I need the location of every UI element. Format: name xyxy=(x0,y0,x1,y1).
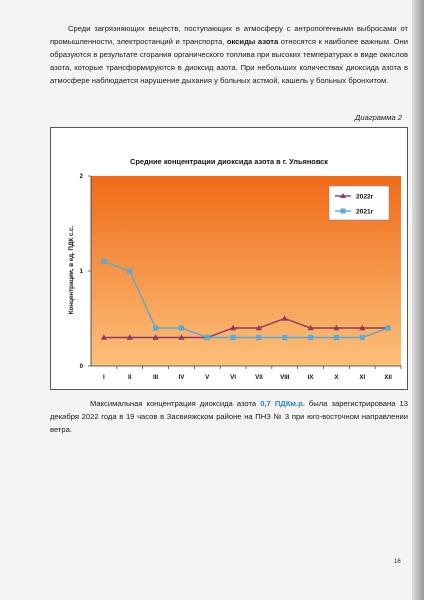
page-number: 16 xyxy=(394,559,401,565)
point-square xyxy=(127,268,132,273)
point-square xyxy=(205,335,210,340)
x-tick-label: VIII xyxy=(280,374,290,381)
chart-frame xyxy=(50,127,408,390)
y-axis-label: Концентрации, в ед. ПДК с.с. xyxy=(68,225,75,315)
point-square xyxy=(101,259,106,264)
x-tick-label: I xyxy=(103,374,105,381)
x-tick-label: XII xyxy=(384,374,392,381)
no2-chart xyxy=(51,128,407,389)
legend-label: 2021г xyxy=(356,208,374,216)
diagram-label: Диаграмма 2 xyxy=(355,113,402,122)
caption-value: 0,7 ПДКм.р. xyxy=(260,399,305,408)
point-square xyxy=(153,325,158,330)
caption-paragraph xyxy=(50,397,408,436)
y-tick-label: 2 xyxy=(79,174,83,180)
legend-label: 2022г xyxy=(356,193,374,201)
x-tick-label: V xyxy=(205,374,210,381)
x-tick-label: VI xyxy=(230,374,237,381)
x-tick-label: IV xyxy=(178,374,185,381)
intro-text-1: Среди загрязняющих веществ, поступающих в атмосферу с антропогенными выбросами от промышленности, электростанций и транспорта, xyxy=(50,24,408,46)
point-square xyxy=(256,335,261,340)
y-tick-label: 0 xyxy=(79,364,83,370)
point-square xyxy=(360,335,365,340)
x-tick-label: III xyxy=(152,374,159,381)
legend xyxy=(329,186,389,220)
legend-marker xyxy=(341,209,346,214)
x-tick-label: IX xyxy=(307,374,314,381)
caption-text-2: была зарегистрирована 13 декабря 2022 года в 19 часов в Засвияжском районе на ПНЗ № 3 при юго-восточном направлении ветра. xyxy=(50,399,408,434)
intro-text-2: относятся к наиболее важным. Они образуются в результате сгорания органического топлива при высоких температурах в виде окислов азота, которые трансформируются в диоксид азота. При небольших количествах диоксида азота в атмосфере наблюдается нарушение дыхания у больных астмой, кашель у больных бронхитом. xyxy=(50,37,408,85)
y-tick-label: 1 xyxy=(79,269,83,275)
point-square xyxy=(385,325,390,330)
intro-highlight: оксиды азота xyxy=(226,37,279,46)
x-tick-label: XI xyxy=(359,374,366,381)
page-edge-shadow xyxy=(412,0,424,600)
point-square xyxy=(334,335,339,340)
x-tick-label: II xyxy=(128,374,132,381)
x-tick-label: VII xyxy=(255,374,263,381)
caption-text-1: Максимальная концентрация диоксида азота xyxy=(90,399,261,408)
point-square xyxy=(179,325,184,330)
chart-title: Средние концентрации диоксида азота в г. Ульяновск xyxy=(130,157,328,166)
point-square xyxy=(230,335,235,340)
point-square xyxy=(282,335,287,340)
x-tick-label: X xyxy=(334,374,339,381)
point-square xyxy=(308,335,313,340)
intro-paragraph xyxy=(50,22,408,87)
